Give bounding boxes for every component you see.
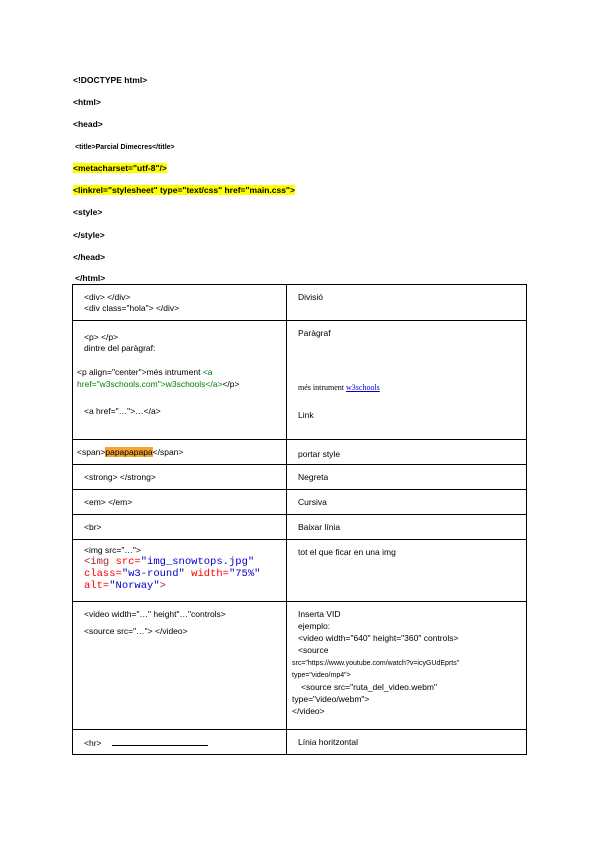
p-example-close: </p>	[222, 379, 240, 389]
table-row	[73, 515, 527, 540]
link-stylesheet-highlight: <linkrel="stylesheet" type="text/css" href="main.css">	[73, 185, 295, 195]
desc-cell	[287, 321, 527, 440]
style-open-line: <style>	[73, 207, 103, 217]
tag-cell	[73, 285, 287, 321]
img-desc: tot el que ficar en una img	[298, 547, 396, 557]
video-example-label: ejemplo:	[298, 621, 331, 631]
desc-cell	[287, 730, 527, 755]
video-example-line5: <source src="ruta_del_video.webm"	[301, 682, 437, 692]
video-code: <video width="…" height"…"controls>	[84, 609, 226, 619]
img-example-width-attr: width=	[191, 568, 229, 580]
div-class-code: <div class="hola"> </div>	[84, 303, 180, 313]
span-content-highlight: papapapapa	[105, 447, 153, 457]
img-example-line1	[84, 556, 286, 568]
img-example-class-attr: class=	[84, 568, 122, 580]
html-tags-table	[72, 284, 527, 755]
video-example-line2: <source	[298, 645, 329, 655]
img-code: <img src="…">	[84, 545, 141, 555]
video-example-line1: <video width="640" height="360" controls>	[298, 633, 459, 643]
html-open-line: <html>	[73, 97, 101, 107]
table-row	[73, 490, 527, 515]
desc-cell	[287, 440, 527, 465]
div-desc: Divisió	[298, 292, 324, 302]
doctype-line: <!DOCTYPE html>	[73, 75, 148, 85]
video-example-line6: type="video/webm">	[292, 694, 370, 704]
br-code: <br>	[84, 522, 102, 532]
link-code: <a href="…">…</a>	[84, 406, 161, 416]
meta-charset-line	[73, 163, 167, 174]
desc-cell	[287, 490, 527, 515]
table-row	[73, 465, 527, 490]
span-open: <span>	[77, 447, 106, 457]
hr-code: <hr>	[84, 738, 102, 748]
img-example-width-val: "75%"	[228, 568, 261, 580]
hr-desc: Línia horitzontal	[298, 737, 359, 747]
p-rendered-example	[298, 382, 380, 393]
video-desc: Inserta VID	[298, 609, 341, 619]
img-example-src-val: "img_snowtops.jpg"	[140, 556, 255, 568]
tag-cell	[73, 540, 287, 602]
p-example-line1	[77, 367, 213, 378]
em-desc: Cursiva	[298, 497, 327, 507]
br-desc: Baixar línia	[298, 522, 341, 532]
tag-cell	[73, 602, 287, 730]
style-close-line: </style>	[73, 230, 105, 240]
title-line: <title>Parcial Dimecres</title>	[75, 144, 175, 151]
p-example-a-href: href="w3schools.com">	[77, 379, 166, 389]
tag-cell	[73, 490, 287, 515]
p-example-open: <p align="center">més intrument	[77, 367, 203, 377]
img-example-line3	[84, 580, 286, 592]
span-code	[73, 440, 286, 458]
html-close-line: </html>	[75, 273, 106, 283]
strong-code: <strong> </strong>	[84, 472, 156, 482]
p-example-line2	[77, 379, 239, 390]
span-desc: portar style	[298, 449, 341, 459]
img-example-src-attr: src=	[115, 556, 141, 568]
img-example-end: >	[159, 580, 166, 592]
table-row	[73, 321, 527, 440]
desc-cell	[287, 465, 527, 490]
em-code: <em> </em>	[84, 497, 133, 507]
tag-cell	[73, 465, 287, 490]
head-open-line: <head>	[73, 119, 103, 129]
table-row	[73, 730, 527, 755]
table-row	[73, 540, 527, 602]
p-inside-label: dintre del paràgraf:	[84, 343, 156, 353]
span-close: </span>	[152, 447, 184, 457]
tag-cell	[73, 730, 287, 755]
img-example-tag: <img	[84, 556, 110, 568]
p-example-a-open: <a	[202, 367, 213, 377]
table-row	[73, 285, 527, 321]
p-rendered-text: més intrument	[298, 383, 346, 392]
link-stylesheet-line	[73, 185, 295, 196]
w3schools-link[interactable]: w3schools	[346, 383, 380, 392]
img-example-alt-val: "Norway"	[109, 580, 160, 592]
p-example-a-text: w3schools	[165, 379, 206, 389]
desc-cell	[287, 515, 527, 540]
head-close-line: </head>	[73, 252, 106, 262]
horizontal-line-sample	[112, 737, 208, 746]
p-desc: Paràgraf	[298, 328, 331, 338]
video-example-line3: src="https://www.youtube.com/watch?v=icyGUdEprts"	[292, 660, 460, 667]
img-example-class-val: "w3-round"	[121, 568, 185, 580]
video-example-line7: </video>	[292, 706, 325, 716]
p-example-a-close: </a>	[205, 379, 223, 389]
tag-cell	[73, 440, 287, 465]
meta-charset-highlight: <metacharset="utf-8"/>	[73, 163, 167, 173]
tag-cell	[73, 321, 287, 440]
div-code: <div> </div>	[84, 292, 131, 302]
img-example-line2	[84, 568, 286, 580]
table-row	[73, 602, 527, 730]
desc-cell	[287, 285, 527, 321]
table-row	[73, 440, 527, 465]
desc-cell	[287, 540, 527, 602]
tag-cell	[73, 515, 287, 540]
hr-code-wrap	[73, 730, 286, 749]
video-example-line4: type="video/mp4">	[292, 672, 351, 679]
source-code: <source src="…"> </video>	[84, 626, 188, 636]
img-example-alt-attr: alt=	[84, 580, 110, 592]
desc-cell	[287, 602, 527, 730]
p-code: <p> </p>	[84, 332, 119, 342]
link-desc: Link	[298, 410, 314, 420]
strong-desc: Negreta	[298, 472, 329, 482]
